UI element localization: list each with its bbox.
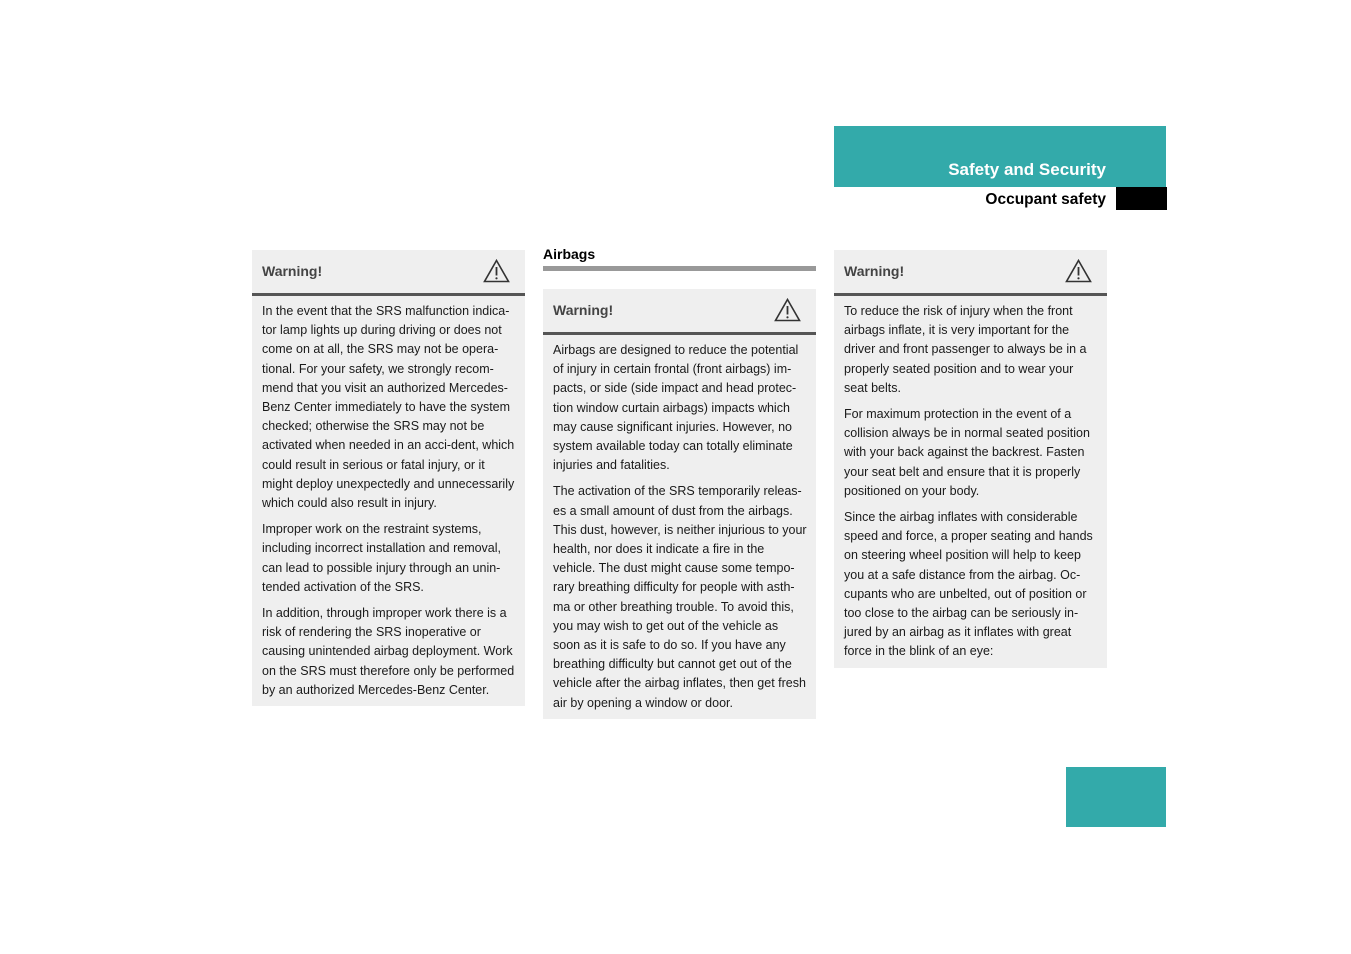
warning-triangle-icon xyxy=(1065,259,1092,283)
warning-body xyxy=(834,296,1107,668)
heading-rule xyxy=(543,266,816,271)
warning-label: Warning! xyxy=(553,302,614,318)
warning-paragraph: Improper work on the restraint systems, including incorrect installation and removal, can lead to possible injury through an unin-tended activation of the SRS. xyxy=(262,522,502,594)
warning-paragraph: Since the airbag inflates with considerable speed and force, a proper seating and hands on steering wheel position will help to keep you at a safe distance from the airbag. Oc-cupants who are unbelted, out of position or too close to the airbag can be seriously in-jured by an airbag as it inflates with great force in the blink of an eye: xyxy=(844,510,1093,659)
warning-box-seating-position xyxy=(834,250,1107,668)
page-number: 57 xyxy=(1272,772,1291,791)
warning-triangle-icon xyxy=(483,259,510,283)
warning-triangle-icon xyxy=(774,298,801,322)
warning-label: Warning! xyxy=(844,263,905,279)
warning-body xyxy=(252,296,525,706)
subsection-title: Occupant safety xyxy=(985,191,1106,208)
warning-header xyxy=(834,250,1107,296)
warning-paragraph: In the event that the SRS malfunction indica-tor lamp lights up during driving or does not come on at all, the SRS may not be opera-tional. For your safety, we strongly recom-mend that you visit an authorized Mercedes-Benz Center immediately to have the system checked; otherwise the SRS may not be activated when needed in an acci-dent, which could result in serious or fatal injury, or it might deploy unexpectedly and unnecessarily which could also result in injury. xyxy=(262,304,515,511)
page-number-box xyxy=(1066,767,1166,827)
warning-header xyxy=(252,250,525,296)
warning-paragraph: The activation of the SRS temporarily releas-es a small amount of dust from the airbags. This dust, however, is neither injurious to your health, nor does it indicate a fire in the vehicle. The dust might cause some tempo-rary breathing difficulty for people with asth-ma or other breathing trouble. To avoid this, you may wish to get out of the vehicle as soon as it is safe to do so. If you have any breathing difficulty but cannot get out of the vehicle after the airbag inflates, then get fresh air by opening a window or door. xyxy=(553,484,807,710)
warning-paragraph: For maximum protection in the event of a collision always be in normal seated position with your back against the backrest. Fasten your seat belt and ensure that it is properly positioned on your body. xyxy=(844,407,1090,498)
warning-paragraph: Airbags are designed to reduce the potential of injury in certain frontal (front airbags) im-pacts, or side (side impact and head protec-tion window curtain airbags) impacts which may cause significant injuries. However, no system available today can totally eliminate injuries and fatalities. xyxy=(553,343,799,473)
section-title: Safety and Security xyxy=(948,160,1106,179)
thumb-tab-marker xyxy=(1116,187,1167,210)
warning-box-srs-malfunction xyxy=(252,250,525,706)
warning-header xyxy=(543,289,816,335)
airbags-heading: Airbags xyxy=(543,246,596,262)
warning-label: Warning! xyxy=(262,263,323,279)
warning-paragraph: In addition, through improper work there is a risk of rendering the SRS inoperative or causing unintended airbag deployment. Work on the SRS must therefore only be performed by an authorized Mercedes-Benz Center. xyxy=(262,606,515,697)
warning-box-airbags xyxy=(543,289,816,719)
warning-paragraph: To reduce the risk of injury when the front airbags inflate, it is very important for the driver and front passenger to always be in a properly seated position and to wear your seat belts. xyxy=(844,304,1087,395)
warning-body xyxy=(543,335,816,719)
